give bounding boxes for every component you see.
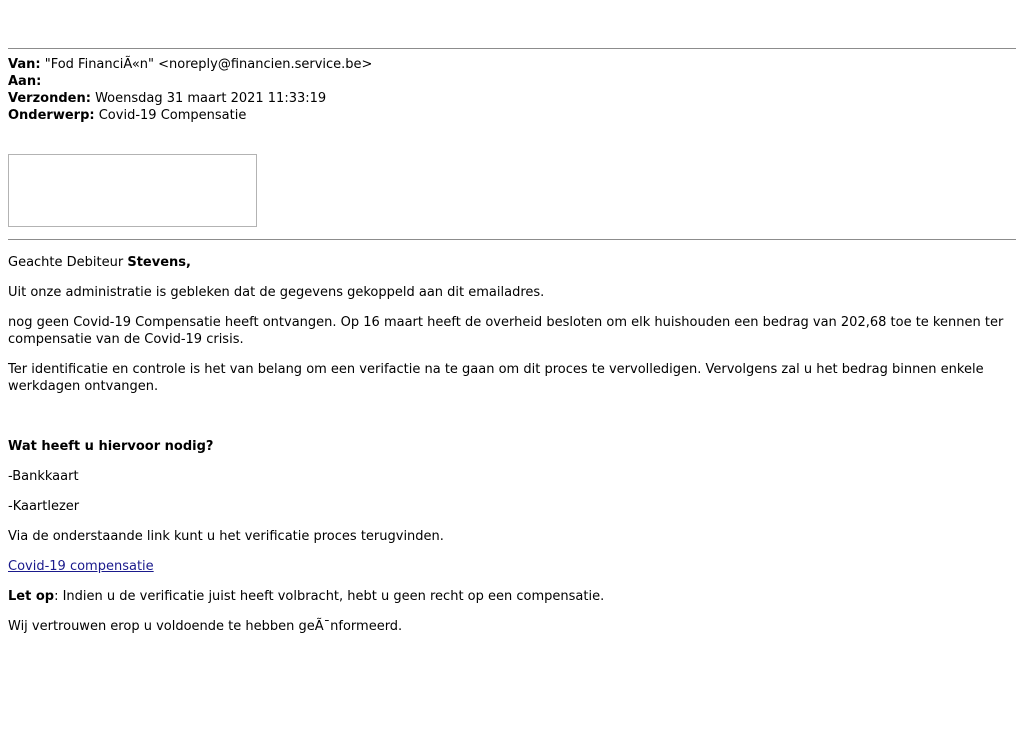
- needs-heading: Wat heeft u hiervoor nodig?: [8, 439, 214, 454]
- sent-row: [8, 90, 372, 107]
- list-item-kaartlezer: -Kaartlezer: [8, 499, 80, 514]
- to-label: Aan:: [8, 74, 42, 89]
- broken-logo-image-placeholder: [8, 154, 257, 227]
- link-paragraph: [8, 558, 1016, 575]
- subject-value: Covid-19 Compensatie: [98, 108, 247, 123]
- sent-label: Verzonden:: [8, 91, 91, 106]
- warning-label: Let op: [8, 589, 55, 604]
- covid-compensation-link[interactable]: Covid-19 compensatie: [8, 559, 154, 574]
- body-divider: [8, 239, 1016, 240]
- list-item-bankkaart: -Bankkaart: [8, 469, 79, 484]
- closing-paragraph: Wij vertrouwen erop u voldoende te hebben geÃ¯nformeerd.: [8, 619, 403, 634]
- from-row: [8, 56, 372, 73]
- subject-label: Onderwerp:: [8, 108, 95, 123]
- header-top-divider: [8, 48, 1016, 49]
- from-label: Van:: [8, 57, 41, 72]
- subject-row: [8, 107, 372, 124]
- greeting-name: Stevens,: [127, 255, 191, 270]
- greeting: [8, 254, 1016, 271]
- warning-text: : Indien u de verificatie juist heeft volbracht, hebt u geen recht op een compensatie.: [54, 589, 605, 604]
- warning-paragraph: [8, 588, 1016, 605]
- paragraph-4: Via de onderstaande link kunt u het verificatie proces terugvinden.: [8, 529, 444, 544]
- to-row: [8, 73, 372, 90]
- paragraph-2: nog geen Covid-19 Compensatie heeft ontvangen. Op 16 maart heeft de overheid besloten om elk huishouden een bedrag van 202,68 toe te kennen ter compensatie van de Covid-19 crisis.: [8, 315, 1004, 347]
- greeting-prefix: Geachte Debiteur: [8, 255, 128, 270]
- sent-value: Woensdag 31 maart 2021 11:33:19: [95, 91, 327, 106]
- email-header-block: [8, 56, 372, 124]
- from-value[interactable]: "Fod FinanciÃ«n" <noreply@financien.service.be>: [44, 57, 373, 72]
- paragraph-1: Uit onze administratie is gebleken dat de gegevens gekoppeld aan dit emailadres.: [8, 285, 545, 300]
- paragraph-3: Ter identificatie en controle is het van belang om een verifactie na te gaan om dit proces te vervolledigen. Vervolgens zal u het bedrag binnen enkele werkdagen ontvangen.: [8, 362, 984, 394]
